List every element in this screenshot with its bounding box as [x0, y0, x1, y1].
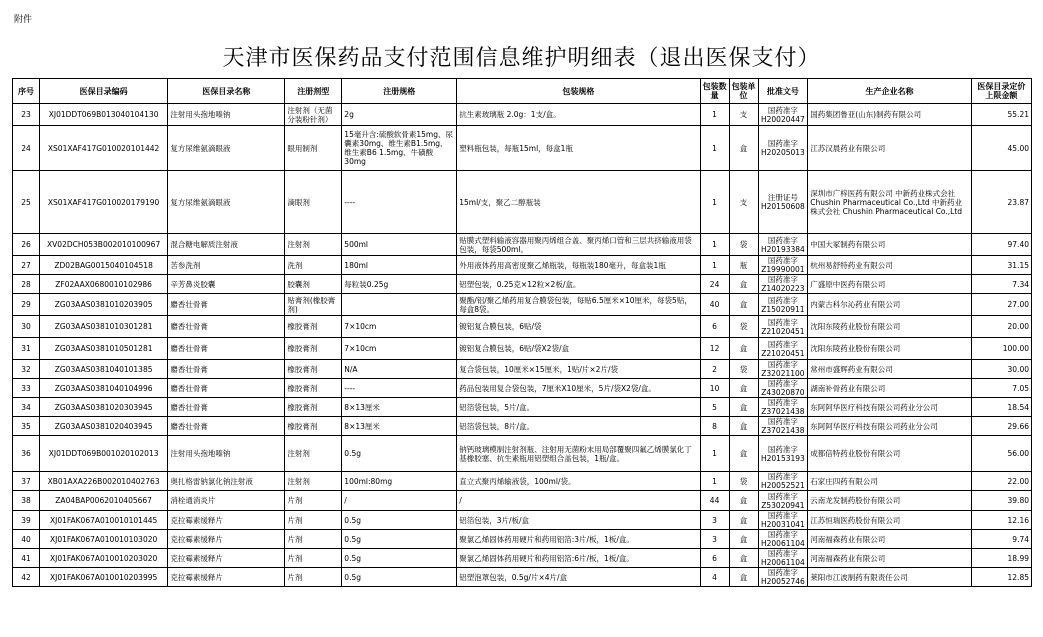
- cell-form: 橡胶膏剂: [285, 379, 342, 398]
- cell-approval: 国药准字H20052521: [758, 472, 808, 491]
- cell-maker: 云南龙发制药股份有限公司: [808, 491, 972, 511]
- cell-unit: 盒: [729, 379, 758, 398]
- table-header: [13, 79, 1032, 104]
- cell-name: 克拉霉素缓释片: [168, 549, 285, 568]
- cell-code: XJ01FAK067A010010103020: [39, 530, 167, 549]
- cell-spec: 7×10cm: [342, 316, 457, 338]
- cell-price: 12.85: [971, 568, 1031, 587]
- col-header: 批准文号: [758, 79, 808, 104]
- col-header: 生产企业名称: [808, 79, 972, 104]
- cell-price: 18.54: [971, 398, 1031, 417]
- cell-qty: 1: [700, 171, 729, 234]
- cell-maker: 东阿阿华医疗科技有限公司药业分公司: [808, 398, 972, 417]
- cell-qty: 1: [700, 436, 729, 472]
- cell-no: 41: [13, 549, 40, 568]
- cell-form: 眼用制剂: [285, 126, 342, 171]
- cell-price: 9.74: [971, 530, 1031, 549]
- cell-price: 45.00: [971, 126, 1031, 171]
- cell-qty: 1: [700, 234, 729, 256]
- cell-maker: 深圳市广梓医药有限公司 中新药业株式会社 Chushin Pharmaceutical Co.,Ltd 中新药业株式会社 Chushin Pharmaceutical Co.,Ltd: [808, 171, 972, 234]
- cell-maker: 莱阳市江波制药有限责任公司: [808, 568, 972, 587]
- cell-pack: 15ml/支，聚乙二醇瓶装: [457, 171, 700, 234]
- cell-pack: 直立式聚丙烯输液袋，100ml/袋。: [457, 472, 700, 491]
- cell-no: 26: [13, 234, 40, 256]
- cell-name: 混合糖电解质注射液: [168, 234, 285, 256]
- cell-form: 注射剂: [285, 436, 342, 472]
- cell-code: XS01XAF417G010020101442: [39, 126, 167, 171]
- cell-maker: 常州市盛辉药业有限公司: [808, 360, 972, 379]
- cell-spec: ----: [342, 379, 457, 398]
- cell-price: 7.34: [971, 275, 1031, 294]
- cell-price: 27.00: [971, 294, 1031, 316]
- cell-qty: 44: [700, 491, 729, 511]
- table-row: [13, 530, 1032, 549]
- cell-unit: 盒: [729, 398, 758, 417]
- cell-name: 消栓通消炎片: [168, 491, 285, 511]
- cell-code: ZG03AAS0381010501281: [39, 338, 167, 360]
- table-row: [13, 256, 1032, 275]
- cell-code: XJ01FAK067A010010203995: [39, 568, 167, 587]
- cell-unit: 盒: [729, 417, 758, 436]
- table-row: [13, 398, 1032, 417]
- cell-pack: 镀铝复合膜包装，6贴/袋X2袋/盒: [457, 338, 700, 360]
- table-row: [13, 472, 1032, 491]
- cell-qty: 1: [700, 256, 729, 275]
- col-header: 包装数量: [700, 79, 729, 104]
- cell-code: ZG03AAS0381010203905: [39, 294, 167, 316]
- cell-no: 39: [13, 511, 40, 530]
- cell-code: ZD02BAG0015040104518: [39, 256, 167, 275]
- cell-form: 橡胶膏剂: [285, 398, 342, 417]
- cell-maker: 石家庄四药有限公司: [808, 472, 972, 491]
- cell-unit: 袋: [729, 360, 758, 379]
- cell-spec: 0.5g: [342, 436, 457, 472]
- cell-qty: 1: [700, 104, 729, 126]
- cell-no: 42: [13, 568, 40, 587]
- cell-spec: 500ml: [342, 234, 457, 256]
- cell-no: 40: [13, 530, 40, 549]
- cell-spec: ----: [342, 171, 457, 234]
- cell-no: 31: [13, 338, 40, 360]
- cell-code: XV02DCH053B002010100967: [39, 234, 167, 256]
- cell-qty: 8: [700, 417, 729, 436]
- cell-no: 28: [13, 275, 40, 294]
- cell-spec: 0.5g: [342, 568, 457, 587]
- cell-pack: /: [457, 491, 700, 511]
- cell-code: ZF02AAX0680010102986: [39, 275, 167, 294]
- cell-approval: 国药准字Z37021438: [758, 398, 808, 417]
- cell-pack: 复合袋包装，10厘米×15厘米，1贴/片×2片/袋: [457, 360, 700, 379]
- cell-no: 24: [13, 126, 40, 171]
- cell-form: 注射剂（无菌分装粉针剂）: [285, 104, 342, 126]
- cell-name: 辛芳鼻炎胶囊: [168, 275, 285, 294]
- cell-price: 7.05: [971, 379, 1031, 398]
- col-header: 医保目录名称: [168, 79, 285, 104]
- cell-form: 洗剂: [285, 256, 342, 275]
- cell-spec: N/A: [342, 360, 457, 379]
- cell-maker: 国药集团鲁亚(山东)制药有限公司: [808, 104, 972, 126]
- cell-spec: 0.5g: [342, 530, 457, 549]
- cell-unit: 袋: [729, 316, 758, 338]
- col-header: 注册剂型: [285, 79, 342, 104]
- cell-maker: 河南福森药业有限公司: [808, 530, 972, 549]
- cell-approval: 国药准字Z53020941: [758, 491, 808, 511]
- cell-unit: 袋: [729, 472, 758, 491]
- cell-code: ZG03AAS0381020303945: [39, 398, 167, 417]
- cell-qty: 3: [700, 530, 729, 549]
- cell-pack: 聚氯乙烯固体药用硬片和药用铝箔:3片/板，1板/盒。: [457, 530, 700, 549]
- cell-price: 97.40: [971, 234, 1031, 256]
- cell-code: XJ01FAK067A010010203020: [39, 549, 167, 568]
- cell-unit: 支: [729, 171, 758, 234]
- cell-spec: 180ml: [342, 256, 457, 275]
- cell-approval: 国药准字H20031041: [758, 511, 808, 530]
- cell-name: 麝香壮骨膏: [168, 417, 285, 436]
- cell-approval: 国药准字Z37021438: [758, 417, 808, 436]
- cell-name: 麝香壮骨膏: [168, 398, 285, 417]
- col-header: 包装规格: [457, 79, 700, 104]
- cell-qty: 40: [700, 294, 729, 316]
- cell-price: 31.15: [971, 256, 1031, 275]
- cell-unit: 袋: [729, 234, 758, 256]
- cell-spec: [342, 294, 457, 316]
- cell-maker: 中国大冢制药有限公司: [808, 234, 972, 256]
- cell-spec: 每粒装0.25g: [342, 275, 457, 294]
- cell-code: ZG03AAS0381040101385: [39, 360, 167, 379]
- cell-approval: 国药准字H20052746: [758, 568, 808, 587]
- cell-no: 37: [13, 472, 40, 491]
- cell-pack: 聚氯乙烯固体药用硬片和药用铝箔:6片/板，1板/盒。: [457, 549, 700, 568]
- cell-code: ZG03AAS0381040104996: [39, 379, 167, 398]
- cell-qty: 4: [700, 568, 729, 587]
- col-header: 包装单位: [729, 79, 758, 104]
- cell-approval: 国药准字H20205013: [758, 126, 808, 171]
- cell-maker: 沈阳东陵药业股份有限公司: [808, 338, 972, 360]
- cell-unit: 盒: [729, 126, 758, 171]
- cell-qty: 6: [700, 549, 729, 568]
- cell-unit: 支: [729, 104, 758, 126]
- cell-pack: 贴膜式塑料输液容器用聚丙烯组合盖、聚丙烯口管和三层共挤输液用袋包装，每袋500ml。: [457, 234, 700, 256]
- cell-approval: 国药准字H20193384: [758, 234, 808, 256]
- cell-approval: 国药准字Z32021100: [758, 360, 808, 379]
- cell-pack: 铝塑包装，0.25克×12粒×2板/盒。: [457, 275, 700, 294]
- cell-maker: 江苏汉晨药业有限公司: [808, 126, 972, 171]
- cell-unit: 瓶: [729, 256, 758, 275]
- drug-table: [12, 78, 1032, 587]
- col-header: 注册规格: [342, 79, 457, 104]
- cell-qty: 24: [700, 275, 729, 294]
- cell-price: 29.66: [971, 417, 1031, 436]
- cell-code: ZG03AAS0381020403945: [39, 417, 167, 436]
- cell-form: 胶囊剂: [285, 275, 342, 294]
- cell-qty: 12: [700, 338, 729, 360]
- cell-unit: 盒: [729, 530, 758, 549]
- cell-pack: 抗生素玻璃瓶 2.0g：1支/盒。: [457, 104, 700, 126]
- cell-no: 33: [13, 379, 40, 398]
- cell-approval: 国药准字Z15020911: [758, 294, 808, 316]
- cell-approval: 国药准字Z21020451: [758, 338, 808, 360]
- cell-spec: 2g: [342, 104, 457, 126]
- cell-approval: 国药准字Z19990001: [758, 256, 808, 275]
- cell-maker: 河南福森药业有限公司: [808, 549, 972, 568]
- cell-unit: 盒: [729, 511, 758, 530]
- cell-pack: 外用液体药用高密度聚乙烯瓶装，每瓶装180毫升，每盒装1瓶: [457, 256, 700, 275]
- cell-code: XJ01DDT069B013040104130: [39, 104, 167, 126]
- cell-qty: 1: [700, 126, 729, 171]
- cell-spec: /: [342, 491, 457, 511]
- cell-no: 25: [13, 171, 40, 234]
- cell-approval: 国药准字H20020447: [758, 104, 808, 126]
- cell-spec: 7×10cm: [342, 338, 457, 360]
- cell-approval: 国药准字H20061104: [758, 530, 808, 549]
- cell-name: 麝香壮骨膏: [168, 360, 285, 379]
- cell-form: 橡胶膏剂: [285, 360, 342, 379]
- cell-unit: 盒: [729, 338, 758, 360]
- cell-approval: 国药准字Z21020451: [758, 316, 808, 338]
- cell-name: 麝香壮骨膏: [168, 294, 285, 316]
- cell-name: 注射用头孢地嗪钠: [168, 104, 285, 126]
- cell-maker: 沈阳东陵药业股份有限公司: [808, 316, 972, 338]
- cell-name: 复方尿维氨滴眼液: [168, 126, 285, 171]
- cell-name: 克拉霉素缓释片: [168, 530, 285, 549]
- cell-spec: 0.5g: [342, 511, 457, 530]
- cell-form: 橡胶膏剂: [285, 417, 342, 436]
- cell-form: 片剂: [285, 511, 342, 530]
- cell-price: 55.21: [971, 104, 1031, 126]
- cell-name: 麝香壮骨膏: [168, 316, 285, 338]
- cell-no: 38: [13, 491, 40, 511]
- cell-code: ZG03AAS0381010301281: [39, 316, 167, 338]
- table-row: [13, 549, 1032, 568]
- cell-maker: 成都倍特药业股份有限公司: [808, 436, 972, 472]
- cell-form: 片剂: [285, 491, 342, 511]
- cell-unit: 盒: [729, 568, 758, 587]
- cell-spec: 15毫升含:硫酸软骨素15mg、尿囊素30mg、维生素B1.5mg、维生素B6 1.5mg、牛磺酸30mg: [342, 126, 457, 171]
- cell-no: 34: [13, 398, 40, 417]
- cell-pack: 镀铝复合膜包装，6贴/袋: [457, 316, 700, 338]
- cell-unit: 盒: [729, 491, 758, 511]
- cell-form: 橡胶膏剂: [285, 338, 342, 360]
- cell-price: 56.00: [971, 436, 1031, 472]
- table-row: [13, 171, 1032, 234]
- cell-pack: 药品包装用复合袋包装，7厘米X10厘米，5片/袋X2袋/盒。: [457, 379, 700, 398]
- cell-price: 30.00: [971, 360, 1031, 379]
- cell-pack: 聚酯/铝/聚乙烯药用复合膜袋包装，每贴6.5厘米×10厘米，每袋5贴，每盒8袋。: [457, 294, 700, 316]
- cell-spec: 8×13厘米: [342, 417, 457, 436]
- col-header: 医保目录定价上限金额: [971, 79, 1031, 104]
- cell-name: 麝香壮骨膏: [168, 338, 285, 360]
- cell-code: XS01XAF417G010020179190: [39, 171, 167, 234]
- cell-name: 克拉霉素缓释片: [168, 568, 285, 587]
- table-row: [13, 275, 1032, 294]
- cell-form: 片剂: [285, 568, 342, 587]
- cell-price: 100.00: [971, 338, 1031, 360]
- cell-maker: 杭州易舒特药业有限公司: [808, 256, 972, 275]
- cell-price: 20.00: [971, 316, 1031, 338]
- col-header: 序号: [13, 79, 40, 104]
- col-header: 医保目录编码: [39, 79, 167, 104]
- table-row: [13, 379, 1032, 398]
- cell-approval: 国药准字H20061104: [758, 549, 808, 568]
- table-row: [13, 316, 1032, 338]
- cell-form: 片剂: [285, 549, 342, 568]
- cell-qty: 10: [700, 379, 729, 398]
- cell-form: 滴眼剂: [285, 171, 342, 234]
- cell-qty: 1: [700, 472, 729, 491]
- cell-price: 23.87: [971, 171, 1031, 234]
- cell-pack: 铝箔袋包装，5片/盒。: [457, 398, 700, 417]
- cell-qty: 3: [700, 511, 729, 530]
- cell-pack: 铝塑泡罩包装，0.5g/片×4片/盒: [457, 568, 700, 587]
- cell-code: XJ01FAK067A010010101445: [39, 511, 167, 530]
- table-row: [13, 417, 1032, 436]
- table-row: [13, 104, 1032, 126]
- cell-code: ZA04BAP0062010405667: [39, 491, 167, 511]
- cell-form: 注射剂: [285, 234, 342, 256]
- cell-maker: 江苏恒瑞医药股份有限公司: [808, 511, 972, 530]
- table-row: [13, 436, 1032, 472]
- page-title: 天津市医保药品支付范围信息维护明细表（退出医保支付）: [222, 46, 821, 71]
- cell-unit: 盒: [729, 436, 758, 472]
- table-row: [13, 360, 1032, 379]
- cell-code: XB01AXA226B002010402763: [39, 472, 167, 491]
- cell-unit: 盒: [729, 549, 758, 568]
- cell-name: 注射用头孢地嗪钠: [168, 436, 285, 472]
- cell-maker: 内蒙古科尔沁药业有限公司: [808, 294, 972, 316]
- cell-pack: 钠钙玻璃模制注射剂瓶、注射用无菌粉末用局部覆聚四氟乙烯膜氯化丁基橡胶塞、抗生素瓶用铝塑组合盖包装，1瓶/盒。: [457, 436, 700, 472]
- cell-price: 18.99: [971, 549, 1031, 568]
- cell-name: 复方尿维氨滴眼液: [168, 171, 285, 234]
- cell-pack: 铝箔袋包装，8片/盒。: [457, 417, 700, 436]
- attachment-label: 附件: [14, 15, 33, 25]
- cell-qty: 2: [700, 360, 729, 379]
- cell-approval: 国药准字Z14020223: [758, 275, 808, 294]
- cell-name: 奥扎格雷钠氯化钠注射液: [168, 472, 285, 491]
- cell-pack: 铝箔包装，3片/板/盒: [457, 511, 700, 530]
- cell-maker: 东阿阿华医疗科技有限公司药业分公司: [808, 417, 972, 436]
- cell-approval: 国药准字H20153193: [758, 436, 808, 472]
- table-row: [13, 511, 1032, 530]
- cell-form: 片剂: [285, 530, 342, 549]
- cell-form: 橡胶膏剂: [285, 316, 342, 338]
- cell-qty: 5: [700, 398, 729, 417]
- cell-no: 35: [13, 417, 40, 436]
- cell-form: 贴膏剂(橡胶膏剂): [285, 294, 342, 316]
- table-row: [13, 568, 1032, 587]
- cell-maker: 湖南补骨药业有限公司: [808, 379, 972, 398]
- cell-spec: 8×13厘米: [342, 398, 457, 417]
- cell-form: 注射剂: [285, 472, 342, 491]
- cell-no: 23: [13, 104, 40, 126]
- cell-no: 27: [13, 256, 40, 275]
- table-row: [13, 294, 1032, 316]
- cell-name: 苦参洗剂: [168, 256, 285, 275]
- cell-spec: 100ml:80mg: [342, 472, 457, 491]
- cell-no: 32: [13, 360, 40, 379]
- cell-code: XJ01DDT069B001020102013: [39, 436, 167, 472]
- cell-price: 39.80: [971, 491, 1031, 511]
- cell-qty: 6: [700, 316, 729, 338]
- cell-price: 22.00: [971, 472, 1031, 491]
- cell-approval: 国药准字Z43020870: [758, 379, 808, 398]
- cell-pack: 塑料瓶包装，每瓶15ml，每盒1瓶: [457, 126, 700, 171]
- cell-no: 30: [13, 316, 40, 338]
- table-row: [13, 491, 1032, 511]
- cell-no: 29: [13, 294, 40, 316]
- cell-price: 12.16: [971, 511, 1031, 530]
- table-row: [13, 338, 1032, 360]
- cell-name: 克拉霉素缓释片: [168, 511, 285, 530]
- cell-no: 36: [13, 436, 40, 472]
- cell-unit: 盒: [729, 294, 758, 316]
- table-row: [13, 234, 1032, 256]
- cell-maker: 广盛原中医药有限公司: [808, 275, 972, 294]
- cell-unit: 盒: [729, 275, 758, 294]
- table-row: [13, 126, 1032, 171]
- cell-spec: 0.5g: [342, 549, 457, 568]
- cell-name: 麝香壮骨膏: [168, 379, 285, 398]
- cell-approval: 注册证号H20150608: [758, 171, 808, 234]
